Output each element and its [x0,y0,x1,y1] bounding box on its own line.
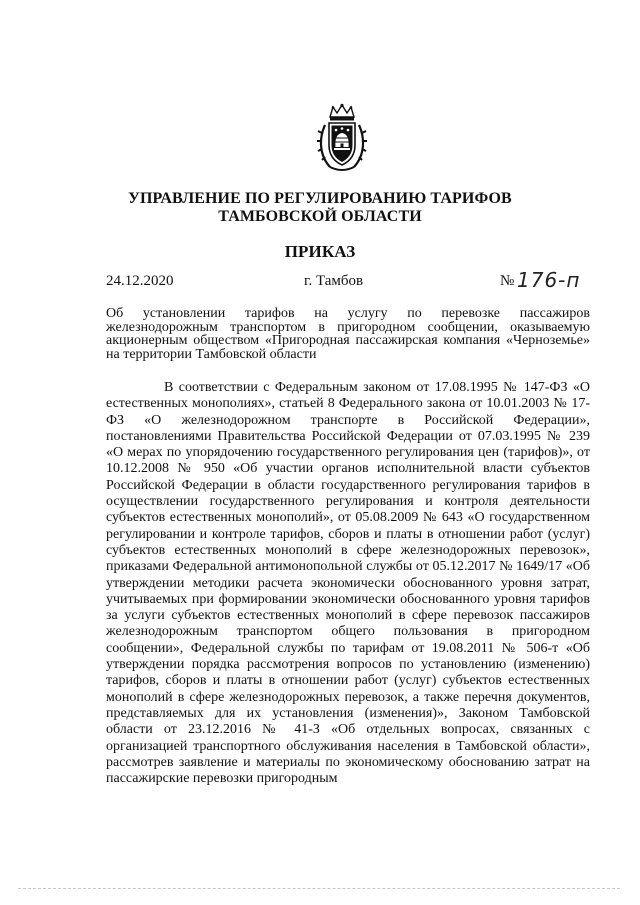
organization-name-line2: ТАМБОВСКОЙ ОБЛАСТИ [218,208,422,225]
order-subject: Об установлении тарифов на услугу по перевозке пассажиров железнодорожным транспортом в пригородном сообщении, оказываемую акционерным обществом «Пригородная пассажирская компания «Черноземье» на территории Тамбовской области [106,306,590,362]
order-body-paragraph: В соответствии с Федеральным законом от 17.08.1995 № 147-ФЗ «О естественных монополиях», статьей 8 Федерального закона от 10.01.2003 № 17-ФЗ «О железнодорожном транспорте в Российской Федерации», постановлениями Правительства Российской Федерации от 07.03.1995 № 239 «О мерах по упорядочению государственного регулирования цен (тарифов)», от 10.12.2008 № 950 «Об участии органов исполнительной власти субъектов Российской Федерации в области государственного регулирования тарифов в осуществлении государственного регулирования и контроля деятельности субъектов естественных монополий», от 05.08.2009 № 643 «О государственном регулировании и контроле тарифов, сборов и платы в отношении работ (услуг) субъектов естественных монополий в сфере железнодорожных перевозок», приказами Федеральной антимонопольной службы от 05.12.2017 № 1649/17 «Об утверждении методики расчета экономически обоснованного уровня затрат, учитываемых при формировании экономически обоснованного уровня тарифов за услуги субъектов естественных монополий в сфере перевозок пассажиров железнодорожным транспортом общего пользования в пригородном сообщении», Федеральной службы по тарифам от 19.08.2011 № 506-т «Об утверждении порядка рассмотрения вопросов по установлению (изменению) тарифов, сборов и платы в отношении работ (услуг) субъектов естественных монополий в сфере железнодорожных перевозок, а также перечня документов, представляемых для их установления (изменения)», Законом Тамбовской области от 23.12.2016 № 41-З «Об отдельных вопросах, связанных с организацией транспортного обслуживания населения в Тамбовской области», рассмотрев заявление и материалы по экономическому обоснованию затрат на пассажирские перевозки пригородным [106,380,590,787]
document-number-handwritten: 176-п [517,268,581,292]
document-type-title: ПРИКАЗ [284,242,356,261]
document-city: г. Тамбов [304,273,364,289]
organization-name-line1: УПРАВЛЕНИЕ ПО РЕГУЛИРОВАНИЮ ТАРИФОВ [128,190,512,207]
document-date: 24.12.2020 [106,273,174,289]
document-number-label: № [500,273,515,289]
document-meta-row [0,268,640,295]
coat-of-arms-icon [316,103,368,175]
page-bottom-divider [18,888,620,890]
